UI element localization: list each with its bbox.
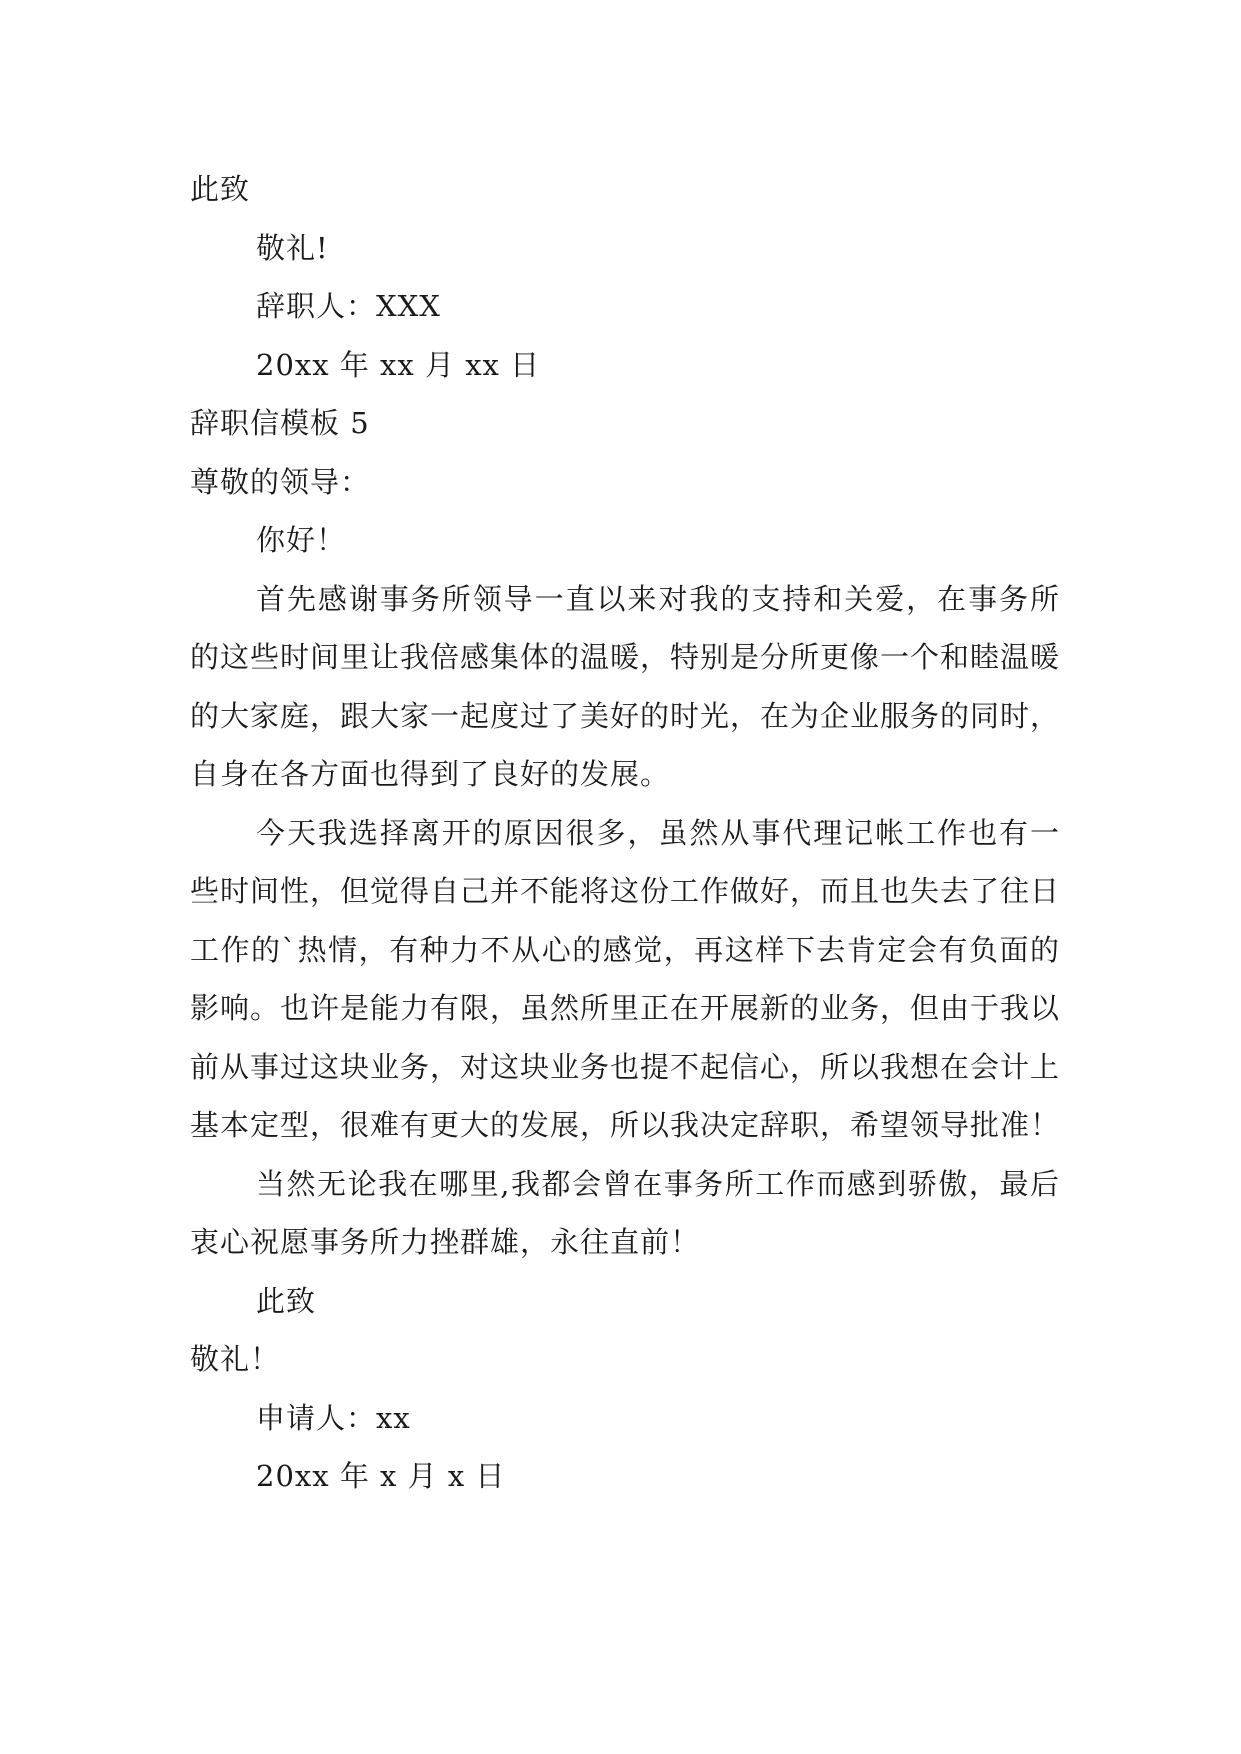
body-paragraph: 首先感谢事务所领导一直以来对我的支持和关爱，在事务所的这些时间里让我倍感集体的温暖，特别是分所更像一个和睦温暖的大家庭，跟大家一起度过了美好的时光，在为企业服务的同时，自身在各方面也得到了良好的发展。 [190, 581, 1061, 791]
closing-jingli: 敬礼! [256, 230, 329, 265]
section-heading: 辞职信模板 5 [190, 406, 370, 440]
date-line: 20xx 年 x 月 x 日 [256, 1459, 506, 1493]
closing-zhici: 此致 [256, 1283, 317, 1318]
date-line: 20xx 年 xx 月 xx 日 [256, 347, 541, 382]
closing-zhici: 此致 [190, 172, 251, 206]
body-paragraph: 当然无论我在哪里,我都会曾在事务所工作而感到骄傲，最后衷心祝愿事务所力挫群雄，永往直前！ [190, 1166, 1060, 1259]
greeting: 你好！ [256, 523, 347, 557]
signer-line: 申请人：xx [256, 1400, 411, 1435]
closing-jingli: 敬礼！ [190, 1342, 281, 1376]
body-paragraph: 今天我选择离开的原因很多，虽然从事代理记帐工作也有一些时间性，但觉得自己并不能将这份工作做好，而且也失去了往日工作的`热情，有种力不从心的感觉，再这样下去肯定会有负面的影响。也许是能力有限，虽然所里正在开展新的业务，但由于我以前从事过这块业务，对这块业务也提不起信心，所以我想在会计上基本定型，很难有更大的发展，所以我决定辞职，希望领导批准！ [190, 815, 1061, 1142]
signer-line: 辞职人：XXX [256, 289, 441, 323]
salutation: 尊敬的领导： [190, 464, 371, 499]
document-page [190, 160, 1060, 1506]
